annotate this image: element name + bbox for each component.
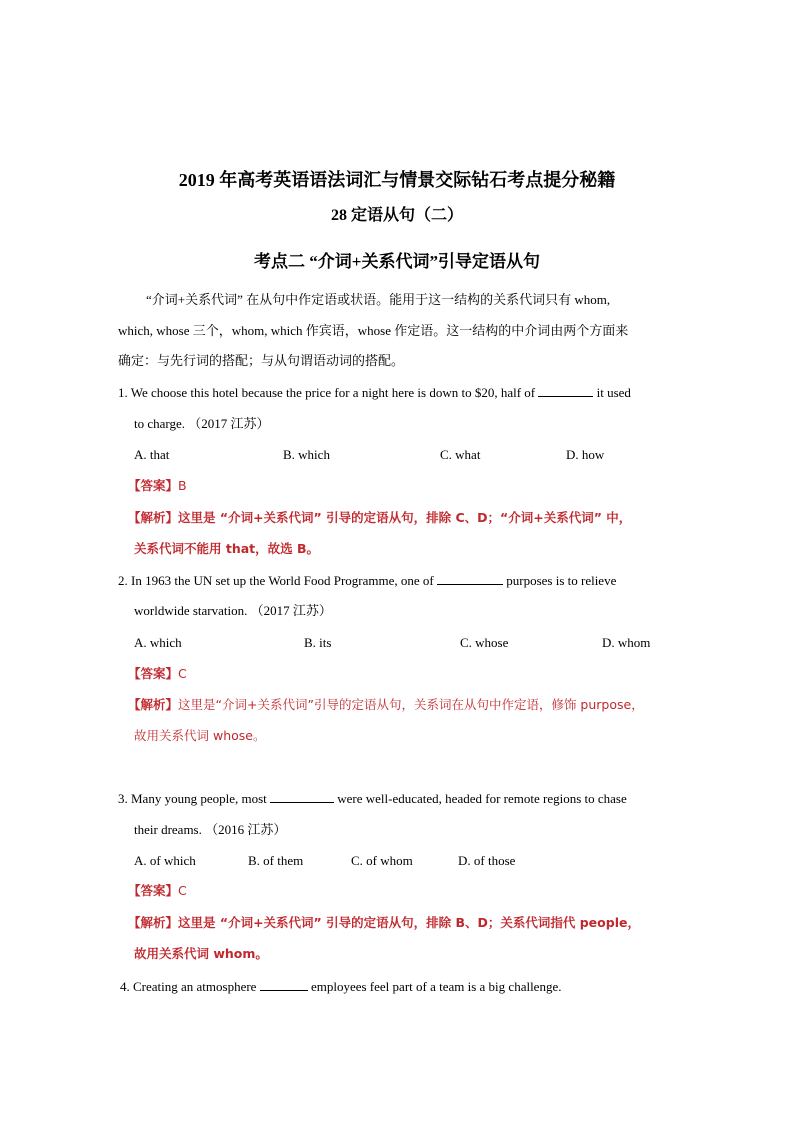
question-2-stem: [118, 572, 616, 590]
question-1-analysis-line-1: [128, 509, 631, 527]
question-3-blank: [270, 790, 334, 803]
question-2-stem-line-2: worldwide starvation. （2017 江苏）: [134, 603, 332, 618]
question-2-stem-part-b: purposes is to relieve: [502, 573, 617, 588]
question-2-answer: [128, 665, 187, 683]
question-1-option-a: A. that: [134, 447, 170, 462]
question-2-blank: [437, 572, 503, 585]
question-3-stem-line-2: their dreams. （2016 江苏）: [134, 822, 287, 837]
question-1-option-c: C. what: [440, 447, 481, 462]
analysis-label: 【解析】: [128, 510, 179, 525]
section-heading: 考点二 “介词+关系代词”引导定语从句: [254, 252, 540, 271]
question-1-stem-line-2: to charge. （2017 江苏）: [134, 416, 270, 431]
document-subtitle: 28 定语从句（二）: [330, 207, 463, 224]
question-2-analysis-line-2: 故用关系代词 whose。: [134, 728, 266, 743]
question-3-stem-part-a: 3. Many young people, most: [118, 791, 271, 806]
question-2-stem-part-a: 2. In 1963 the UN set up the World Food Programme, one of: [118, 573, 437, 588]
answer-label: 【答案】: [128, 666, 179, 681]
question-4-stem-part-b: employees feel part of a team is a big challenge.: [307, 979, 562, 994]
question-3-answer: [128, 882, 187, 900]
answer-label: 【答案】: [128, 883, 179, 898]
analysis-text: 这里是 “介词+关系代词” 引导的定语从句，排除 C、D；“介词+关系代词” 中，: [178, 510, 632, 525]
question-2-option-d: D. whom: [602, 635, 651, 650]
question-3-option-c: C. of whom: [351, 853, 413, 868]
question-4-stem-part-a: 4. Creating an atmosphere: [120, 979, 260, 994]
question-1-option-d: D. how: [566, 447, 605, 462]
question-3-option-d: D. of those: [458, 853, 516, 868]
intro-line-2: which, whose 三个，whom, which 作宾语，whose 作定语。这一结构的中介词由两个方面来: [118, 323, 629, 338]
analysis-text: 这里是“介词+关系代词”引导的定语从句，关系词在从句中作定语，修饰 purpose，: [178, 697, 644, 712]
question-2-option-c: C. whose: [460, 635, 509, 650]
answer-value: B: [178, 478, 187, 493]
document-title: 2019 年高考英语语法词汇与情景交际钻石考点提分秘籍: [178, 170, 616, 190]
question-1-stem-part-a: 1. We choose this hotel because the price for a night here is down to $20, half of: [118, 385, 539, 400]
intro-line-3: 确定：与先行词的搭配；与从句谓语动词的搭配。: [118, 353, 405, 368]
question-1-stem-part-b: it used: [593, 385, 631, 400]
answer-value: C: [178, 666, 187, 681]
question-1-stem: [118, 384, 631, 402]
analysis-text: 这里是 “介词+关系代词” 引导的定语从句，排除 B、D；关系代词指代 people，: [178, 915, 640, 930]
question-4-blank: [260, 978, 308, 991]
question-1-analysis-line-2: 关系代词不能用 that，故选 B。: [134, 541, 320, 556]
analysis-label: 【解析】: [128, 915, 179, 930]
answer-value: C: [178, 883, 187, 898]
question-3-analysis-line-1: [128, 914, 640, 932]
question-3-stem: [118, 790, 627, 808]
question-1-blank: [538, 384, 593, 397]
question-1-option-b: B. which: [283, 447, 330, 462]
question-2-option-a: A. which: [134, 635, 182, 650]
question-3-option-a: A. of which: [134, 853, 196, 868]
question-2-option-b: B. its: [304, 635, 332, 650]
question-3-option-b: B. of them: [248, 853, 304, 868]
analysis-label: 【解析】: [128, 697, 179, 712]
question-3-analysis-line-2: 故用关系代词 whom。: [134, 946, 268, 961]
question-2-analysis-line-1: [128, 696, 644, 714]
question-3-stem-part-b: were well-educated, headed for remote regions to chase: [334, 791, 627, 806]
question-1-answer: [128, 477, 187, 495]
answer-label: 【答案】: [128, 478, 179, 493]
question-4-stem: [120, 978, 561, 996]
intro-line-1: “介词+关系代词” 在从句中作定语或状语。能用于这一结构的关系代词只有 whom,: [146, 292, 611, 307]
